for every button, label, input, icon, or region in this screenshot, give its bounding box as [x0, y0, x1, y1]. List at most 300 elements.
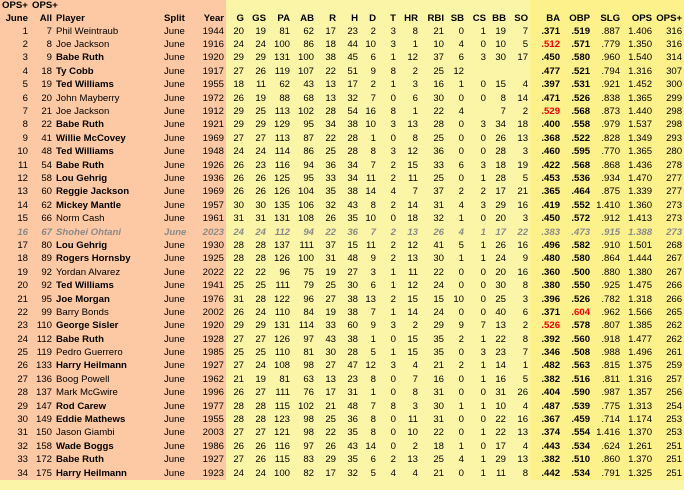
cell-so: 3: [508, 293, 530, 306]
cell-ba: .360: [530, 266, 562, 279]
cell-all: 158: [30, 440, 54, 453]
column-header-hr: HR: [398, 12, 420, 25]
cell-opsplus: 298: [654, 119, 684, 132]
cell-hr: 13: [398, 119, 420, 132]
cell-pa: 119: [268, 65, 292, 78]
cell-player: Wade Boggs: [54, 440, 162, 453]
cell-bb: 28: [488, 146, 508, 159]
cell-sb: 0: [446, 467, 466, 480]
cell-d: 1: [360, 387, 378, 400]
cell-cs: 0: [466, 92, 488, 105]
cell-hr: 13: [398, 454, 420, 467]
cell-so: 4: [508, 79, 530, 92]
cell-player: Mark McGwire: [54, 387, 162, 400]
cell-hr: 4: [398, 360, 420, 373]
cell-ops: 1.318: [622, 293, 654, 306]
cell-ba: .442: [530, 467, 562, 480]
cell-cs: 0: [466, 306, 488, 319]
table-body: [0, 25, 684, 480]
cell-h: 28: [338, 132, 360, 145]
cell-hr: 14: [398, 199, 420, 212]
cell-year: 1955: [196, 413, 226, 426]
column-header-ops: OPS: [622, 12, 654, 25]
cell-cs: 0: [466, 413, 488, 426]
cell-slg: .868: [592, 159, 622, 172]
cell-bb: 22: [488, 427, 508, 440]
cell-year: 1996: [196, 387, 226, 400]
cell-sb: 1: [446, 440, 466, 453]
cell-sb: 0: [446, 373, 466, 386]
cell-g: 26: [226, 306, 246, 319]
cell-ab: 104: [292, 186, 316, 199]
cell-bb: 7: [488, 105, 508, 118]
cell-pa: 115: [268, 400, 292, 413]
cell-sb: 9: [446, 320, 466, 333]
cell-slg: .962: [592, 306, 622, 319]
cell-t: 1: [378, 346, 398, 359]
cell-opsplus: 277: [654, 186, 684, 199]
cell-d: 16: [360, 105, 378, 118]
cell-r: 22: [316, 132, 338, 145]
cell-split: June: [162, 400, 196, 413]
cell-gs: 28: [246, 413, 268, 426]
cell-obp: .552: [562, 199, 592, 212]
cell-obp: .459: [562, 413, 592, 426]
cell-d: 8: [360, 427, 378, 440]
cell-year: 1986: [196, 440, 226, 453]
cell-rbi: 30: [420, 400, 446, 413]
cell-gs: 19: [246, 373, 268, 386]
cell-all: 99: [30, 306, 54, 319]
cell-split: June: [162, 253, 196, 266]
cell-h: 35: [338, 212, 360, 225]
cell-ops: 1.385: [622, 320, 654, 333]
cell-h: 48: [338, 400, 360, 413]
cell-sb: 1: [446, 212, 466, 225]
cell-r: 34: [316, 119, 338, 132]
table-row: [0, 454, 684, 467]
cell-obp: .526: [562, 92, 592, 105]
cell-cs: 1: [466, 427, 488, 440]
cell-sb: 0: [446, 279, 466, 292]
cell-g: 24: [226, 467, 246, 480]
cell-ab: 114: [292, 320, 316, 333]
cell-g: 28: [226, 400, 246, 413]
cell-obp: .568: [562, 105, 592, 118]
cell-opsplus: 277: [654, 172, 684, 185]
cell-hr: 15: [398, 159, 420, 172]
cell-year: 1962: [196, 373, 226, 386]
cell-slg: .910: [592, 239, 622, 252]
cell-ab: 94: [292, 159, 316, 172]
cell-opsplus: 278: [654, 159, 684, 172]
cell-player: Joe Morgan: [54, 293, 162, 306]
column-header-player: Player: [54, 12, 162, 25]
cell-slg: .770: [592, 146, 622, 159]
cell-ab: 108: [292, 212, 316, 225]
cell-all: 54: [30, 159, 54, 172]
cell-year: 1927: [196, 360, 226, 373]
cell-rbi: 31: [420, 387, 446, 400]
cell-r: 28: [316, 105, 338, 118]
cell-so: 13: [508, 427, 530, 440]
cell-bb: 26: [488, 239, 508, 252]
cell-ba: .480: [530, 253, 562, 266]
cell-ab: 86: [292, 146, 316, 159]
cell-pa: 131: [268, 320, 292, 333]
cell-r: 21: [316, 400, 338, 413]
table-row: [0, 400, 684, 413]
cell-bb: 17: [488, 440, 508, 453]
cell-ba: .526: [530, 320, 562, 333]
cell-h: 38: [338, 306, 360, 319]
cell-slg: .782: [592, 293, 622, 306]
cell-opsplus: 268: [654, 239, 684, 252]
cell-t: 8: [378, 65, 398, 78]
table-row: [0, 373, 684, 386]
cell-all: 7: [30, 25, 54, 38]
cell-d: 1: [360, 333, 378, 346]
cell-h: 38: [338, 293, 360, 306]
cell-t: 1: [378, 279, 398, 292]
cell-ba: .400: [530, 119, 562, 132]
cell-ba: .392: [530, 333, 562, 346]
cell-ba: .450: [530, 212, 562, 225]
cell-cs: 3: [466, 159, 488, 172]
column-header-so: SO: [508, 12, 530, 25]
cell-player: Pedro Guerrero: [54, 346, 162, 359]
cell-d: 11: [360, 239, 378, 252]
cell-bb: 11: [488, 467, 508, 480]
cell-june: 5: [0, 79, 30, 92]
cell-player: Babe Ruth: [54, 119, 162, 132]
cell-gs: 28: [246, 253, 268, 266]
cell-year: 1926: [196, 159, 226, 172]
cell-g: 27: [226, 360, 246, 373]
cell-ops: 1.349: [622, 132, 654, 145]
cell-bb: 22: [488, 333, 508, 346]
cell-g: 24: [226, 146, 246, 159]
cell-opsplus: 267: [654, 253, 684, 266]
cell-t: 0: [378, 333, 398, 346]
cell-bb: 30: [488, 279, 508, 292]
cell-ops: 1.475: [622, 279, 654, 292]
cell-r: 19: [316, 306, 338, 319]
cell-obp: .534: [562, 440, 592, 453]
cell-all: 19: [30, 79, 54, 92]
cell-ab: 75: [292, 266, 316, 279]
cell-t: 2: [378, 253, 398, 266]
cell-d: 3: [360, 266, 378, 279]
cell-h: 28: [338, 146, 360, 159]
cell-g: 28: [226, 253, 246, 266]
cell-pa: 113: [268, 105, 292, 118]
cell-opsplus: 257: [654, 373, 684, 386]
cell-ab: 79: [292, 279, 316, 292]
cell-ba: .460: [530, 146, 562, 159]
cell-opsplus: 307: [654, 65, 684, 78]
cell-obp: .500: [562, 266, 592, 279]
cell-ab: 96: [292, 293, 316, 306]
cell-player: Joe Jackson: [54, 38, 162, 51]
cell-opsplus: 280: [654, 146, 684, 159]
cell-ab: 98: [292, 413, 316, 426]
cell-pa: 113: [268, 132, 292, 145]
cell-gs: 24: [246, 467, 268, 480]
cell-player: Babe Ruth: [54, 454, 162, 467]
cell-g: 24: [226, 38, 246, 51]
cell-year: 2023: [196, 226, 226, 239]
cell-slg: .779: [592, 38, 622, 51]
cell-ba: .365: [530, 186, 562, 199]
cell-gs: 29: [246, 119, 268, 132]
cell-pa: 129: [268, 119, 292, 132]
cell-sb: 0: [446, 266, 466, 279]
cell-t: 1: [378, 306, 398, 319]
cell-cs: [466, 65, 488, 78]
cell-player: Babe Ruth: [54, 159, 162, 172]
cell-bb: 29: [488, 454, 508, 467]
table-row: [0, 239, 684, 252]
cell-g: 27: [226, 132, 246, 145]
cell-ops: 1.540: [622, 52, 654, 65]
cell-ba: .404: [530, 387, 562, 400]
cell-sb: 12: [446, 65, 466, 78]
cell-r: 36: [316, 159, 338, 172]
cell-year: 1941: [196, 279, 226, 292]
cell-june: 1: [0, 25, 30, 38]
cell-opsplus: 299: [654, 92, 684, 105]
table-row: [0, 467, 684, 480]
cell-all: 60: [30, 186, 54, 199]
cell-g: 29: [226, 119, 246, 132]
table-row: [0, 186, 684, 199]
cell-g: 29: [226, 105, 246, 118]
cell-cs: [466, 105, 488, 118]
cell-ba: .482: [530, 360, 562, 373]
cell-split: June: [162, 387, 196, 400]
cell-obp: .526: [562, 293, 592, 306]
cell-player: Ted Williams: [54, 79, 162, 92]
cell-june: 9: [0, 132, 30, 145]
cell-slg: .921: [592, 79, 622, 92]
cell-year: 1920: [196, 320, 226, 333]
cell-ops: 1.316: [622, 65, 654, 78]
cell-h: 23: [338, 25, 360, 38]
cell-so: 26: [508, 387, 530, 400]
cell-t: 4: [378, 186, 398, 199]
cell-d: 7: [360, 400, 378, 413]
column-header-year: Year: [196, 12, 226, 25]
cell-r: 17: [316, 387, 338, 400]
cell-bb: 24: [488, 253, 508, 266]
cell-h: 27: [338, 266, 360, 279]
cell-pa: 131: [268, 212, 292, 225]
cell-so: 2: [508, 320, 530, 333]
cell-d: 9: [360, 320, 378, 333]
cell-slg: .828: [592, 132, 622, 145]
cell-slg: .791: [592, 467, 622, 480]
cell-ops: 1.452: [622, 79, 654, 92]
cell-obp: .519: [562, 25, 592, 38]
cell-d: 7: [360, 159, 378, 172]
cell-year: 1955: [196, 79, 226, 92]
cell-all: 8: [30, 38, 54, 51]
cell-ab: 63: [292, 373, 316, 386]
cell-rbi: 25: [420, 65, 446, 78]
cell-d: 14: [360, 186, 378, 199]
cell-pa: 121: [268, 427, 292, 440]
cell-slg: .988: [592, 346, 622, 359]
cell-all: 67: [30, 226, 54, 239]
cell-obp: .464: [562, 186, 592, 199]
cell-rbi: 22: [420, 427, 446, 440]
cell-player: Eddie Mathews: [54, 413, 162, 426]
cell-pa: 96: [268, 266, 292, 279]
cell-d: 7: [360, 226, 378, 239]
cell-sb: 10: [446, 293, 466, 306]
cell-split: June: [162, 92, 196, 105]
cell-rbi: 15: [420, 293, 446, 306]
cell-r: 22: [316, 65, 338, 78]
cell-gs: 25: [246, 279, 268, 292]
cell-t: 2: [378, 239, 398, 252]
cell-h: 45: [338, 52, 360, 65]
cell-slg: .794: [592, 65, 622, 78]
cell-rbi: 33: [420, 159, 446, 172]
cell-year: 1921: [196, 119, 226, 132]
cell-all: 112: [30, 333, 54, 346]
table-row: [0, 199, 684, 212]
cell-bb: 15: [488, 79, 508, 92]
cell-h: 38: [338, 333, 360, 346]
cell-pa: 110: [268, 346, 292, 359]
cell-pa: 116: [268, 159, 292, 172]
cell-split: June: [162, 413, 196, 426]
cell-g: 30: [226, 199, 246, 212]
cell-rbi: 36: [420, 146, 446, 159]
cell-hr: 2: [398, 440, 420, 453]
cell-d: 9: [360, 253, 378, 266]
cell-cs: 1: [466, 226, 488, 239]
cell-ops: 1.375: [622, 360, 654, 373]
cell-cs: 1: [466, 239, 488, 252]
cell-cs: 0: [466, 38, 488, 51]
cell-june: 31: [0, 427, 30, 440]
column-header-gs: GS: [246, 12, 268, 25]
cell-hr: 11: [398, 266, 420, 279]
cell-ab: 97: [292, 440, 316, 453]
table-row: [0, 320, 684, 333]
cell-split: June: [162, 427, 196, 440]
cell-slg: .714: [592, 413, 622, 426]
cell-sb: 0: [446, 427, 466, 440]
cell-sb: 0: [446, 146, 466, 159]
cell-all: 22: [30, 119, 54, 132]
cell-gs: 30: [246, 199, 268, 212]
column-header-split: Split: [162, 12, 196, 25]
cell-gs: 25: [246, 105, 268, 118]
cell-june: 24: [0, 333, 30, 346]
cell-hr: 11: [398, 413, 420, 426]
cell-d: 8: [360, 146, 378, 159]
cell-rbi: 28: [420, 119, 446, 132]
cell-pa: 108: [268, 360, 292, 373]
cell-h: 28: [338, 346, 360, 359]
cell-sb: 4: [446, 454, 466, 467]
cell-sb: 1: [446, 400, 466, 413]
cell-player: Norm Cash: [54, 212, 162, 225]
cell-g: 25: [226, 279, 246, 292]
cell-so: 5: [508, 172, 530, 185]
header-top-rate-spacer: [530, 0, 684, 12]
cell-opsplus: 273: [654, 226, 684, 239]
cell-g: 26: [226, 172, 246, 185]
cell-june: 6: [0, 92, 30, 105]
cell-ba: .471: [530, 92, 562, 105]
cell-d: 10: [360, 212, 378, 225]
cell-gs: 26: [246, 454, 268, 467]
cell-opsplus: 251: [654, 440, 684, 453]
cell-hr: 15: [398, 293, 420, 306]
cell-so: 7: [508, 25, 530, 38]
cell-ops: 1.501: [622, 239, 654, 252]
column-header-ab: AB: [292, 12, 316, 25]
cell-june: 33: [0, 454, 30, 467]
cell-ops: 1.339: [622, 186, 654, 199]
cell-sb: 0: [446, 306, 466, 319]
cell-all: 89: [30, 253, 54, 266]
cell-so: 13: [508, 454, 530, 467]
cell-pa: 135: [268, 199, 292, 212]
cell-bb: 8: [488, 92, 508, 105]
cell-all: 20: [30, 92, 54, 105]
cell-hr: 6: [398, 92, 420, 105]
header-top-all: OPS+: [32, 0, 58, 11]
cell-d: 6: [360, 279, 378, 292]
cell-all: 95: [30, 293, 54, 306]
cell-obp: .522: [562, 132, 592, 145]
column-header-ba: BA: [530, 12, 562, 25]
cell-d: 8: [360, 199, 378, 212]
cell-cs: 0: [466, 387, 488, 400]
cell-g: 21: [226, 373, 246, 386]
cell-opsplus: 251: [654, 454, 684, 467]
cell-ops: 1.470: [622, 172, 654, 185]
cell-t: 1: [378, 266, 398, 279]
cell-so: 8: [508, 467, 530, 480]
cell-t: 0: [378, 387, 398, 400]
cell-hr: 13: [398, 253, 420, 266]
cell-player: Barry Bonds: [54, 306, 162, 319]
cell-player: Willie McCovey: [54, 132, 162, 145]
cell-rbi: 21: [420, 25, 446, 38]
cell-bb: 20: [488, 212, 508, 225]
cell-t: 0: [378, 132, 398, 145]
cell-sb: 5: [446, 239, 466, 252]
cell-h: 51: [338, 65, 360, 78]
table-row: [0, 65, 684, 78]
cell-player: Babe Ruth: [54, 333, 162, 346]
cell-gs: 24: [246, 146, 268, 159]
cell-ab: 97: [292, 333, 316, 346]
cell-hr: 11: [398, 172, 420, 185]
cell-obp: .508: [562, 346, 592, 359]
cell-ops: 1.370: [622, 427, 654, 440]
cell-opsplus: 316: [654, 38, 684, 51]
cell-all: 80: [30, 239, 54, 252]
cell-opsplus: 265: [654, 306, 684, 319]
